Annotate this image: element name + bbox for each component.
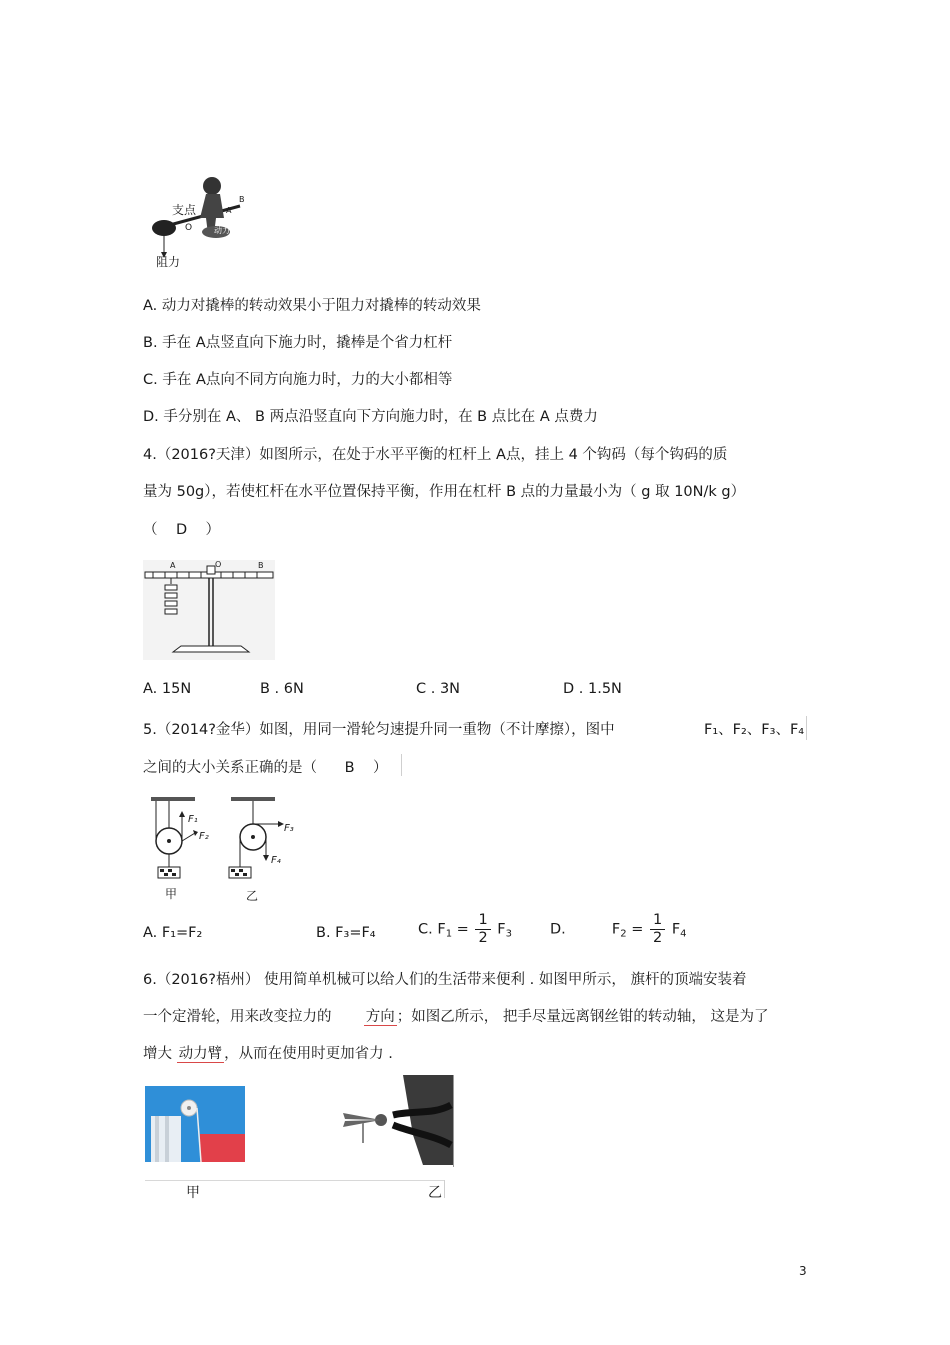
q5-forces: F₁、F₂、F₃、F₄ — [704, 722, 805, 738]
q5-option-c-lhs: F — [437, 921, 446, 938]
q5-option-c-fraction — [475, 912, 490, 947]
q6-answer-1: 方向 — [365, 1009, 395, 1025]
q6-answer-2: 动力臂 — [178, 1046, 223, 1062]
q5-option-c — [418, 912, 512, 947]
q6-line2 — [143, 1005, 768, 1026]
fulcrum-label: 支点 — [172, 203, 197, 217]
q5-option-d-fraction — [650, 912, 665, 947]
q4-line1: 4.（2016?天津）如图所示，在处于水平平衡的杠杆上 A点，挂上 4 个钩码（每个钩码的质 — [143, 447, 728, 463]
q5-option-c-denominator: 2 — [478, 930, 488, 946]
q4-option-b: B . 6N — [260, 681, 304, 697]
point-b-label: B — [239, 195, 245, 204]
lever-label-a: A — [170, 561, 176, 570]
q5-option-d-prefix: D. — [550, 921, 566, 938]
q5-option-d-numerator: 1 — [650, 912, 665, 930]
figure-baseline — [145, 1180, 445, 1181]
q4-close-paren: ） — [205, 522, 221, 538]
point-o-label: O — [185, 223, 193, 233]
pulley-jia-label: 甲 — [165, 887, 178, 901]
q6-line2-post: ；如图乙所示， 把手尽量远离钢丝钳的转动轴， 这是为了 — [396, 1009, 769, 1025]
pulley-f4-label: F₄ — [271, 855, 281, 866]
pulley-figure — [143, 795, 303, 905]
resistance-label: 阻力 — [156, 255, 181, 269]
q5-line2 — [143, 756, 388, 777]
q6-line3-post: ，从而在使用时更加省力 . — [224, 1046, 393, 1062]
q3-option-c: C. 手在 A点向不同方向施力时，力的大小都相等 — [143, 372, 453, 388]
pulley-f3-label: F₃ — [284, 823, 294, 834]
q3-option-b: B. 手在 A点竖直向下施力时，撬棒是个省力杠杆 — [143, 335, 453, 351]
flagpole-caption: 甲 — [186, 1185, 200, 1201]
point-a-label: A — [226, 206, 232, 215]
q4-answer: D — [175, 522, 188, 538]
pliers-caption: 乙 — [428, 1185, 442, 1201]
q6-line1: 6.（2016?梧州） 使用简单机械可以给人们的生活带来便利 . 如图甲所示， 旗杆的顶端安装着 — [143, 972, 747, 988]
q5-option-d-eq: = — [631, 921, 644, 938]
q3-option-d: D. 手分别在 A、 B 两点沿竖直向下方向施力时，在 B 点比在 A 点费力 — [143, 409, 598, 425]
lever-figure — [143, 560, 275, 660]
pulley-f1-label: F₁ — [188, 814, 198, 825]
q6-line3-pre: 增大 — [143, 1046, 172, 1062]
q5-option-c-prefix: C. — [418, 921, 433, 938]
flagpole-photo — [145, 1086, 245, 1162]
q4-answer-line — [143, 518, 220, 539]
q5-close-paren: ） — [373, 760, 388, 776]
q5-answer-line — [401, 754, 402, 776]
q6-line2-pre: 一个定滑轮，用来改变拉力的 — [143, 1009, 332, 1025]
q5-option-d-lhs: F — [611, 921, 621, 938]
q5-margin-line — [806, 716, 807, 740]
effort-label: 动力 — [214, 226, 230, 235]
q5-option-d-lhs-sub: 2 — [620, 928, 627, 940]
pulley-f2-label: F₂ — [199, 831, 209, 842]
q3-option-a: A. 动力对撬棒的转动效果小于阻力对撬棒的转动效果 — [143, 298, 481, 314]
q4-option-d: D . 1.5N — [563, 681, 622, 697]
q5-option-d — [550, 912, 687, 947]
q5-option-c-numerator: 1 — [475, 912, 490, 930]
q5-option-c-lhs-sub: 1 — [445, 928, 453, 940]
q4-option-a: A. 15N — [143, 681, 192, 697]
q5-option-c-rhs: F — [497, 921, 506, 938]
q5-answer: B — [344, 760, 355, 776]
q5-option-d-rhs-sub: 4 — [680, 928, 687, 940]
q6-line3 — [143, 1042, 393, 1063]
q5-line1: 5.（2014?金华）如图，用同一滑轮匀速提升同一重物（不计摩擦），图中 — [143, 722, 615, 738]
crowbar-figure — [140, 168, 250, 273]
pliers-photo-border — [453, 1075, 454, 1167]
q5-option-c-rhs-sub: 3 — [505, 928, 512, 940]
q4-open-paren: （ — [143, 522, 158, 538]
pliers-photo — [333, 1075, 453, 1165]
q5-option-d-denominator: 2 — [652, 930, 663, 946]
lever-label-o: O — [215, 560, 222, 569]
q5-option-d-rhs: F — [671, 921, 681, 938]
pulley-yi-label: 乙 — [246, 889, 259, 903]
lever-label-b: B — [258, 561, 264, 570]
q5-option-b: B. F₃=F₄ — [316, 925, 376, 941]
page-number: 3 — [799, 1264, 807, 1278]
pliers-caption-border — [444, 1180, 445, 1198]
q4-line2: 量为 50g），若使杠杆在水平位置保持平衡，作用在杠杆 B 点的力量最小为（ g 取 10N/k g） — [143, 484, 746, 500]
q5-option-a: A. F₁=F₂ — [143, 925, 203, 941]
q5-question-text: 之间的大小关系正确的是（ — [143, 760, 317, 776]
q4-option-c: C . 3N — [416, 681, 461, 697]
q5-option-c-eq: = — [456, 921, 469, 938]
